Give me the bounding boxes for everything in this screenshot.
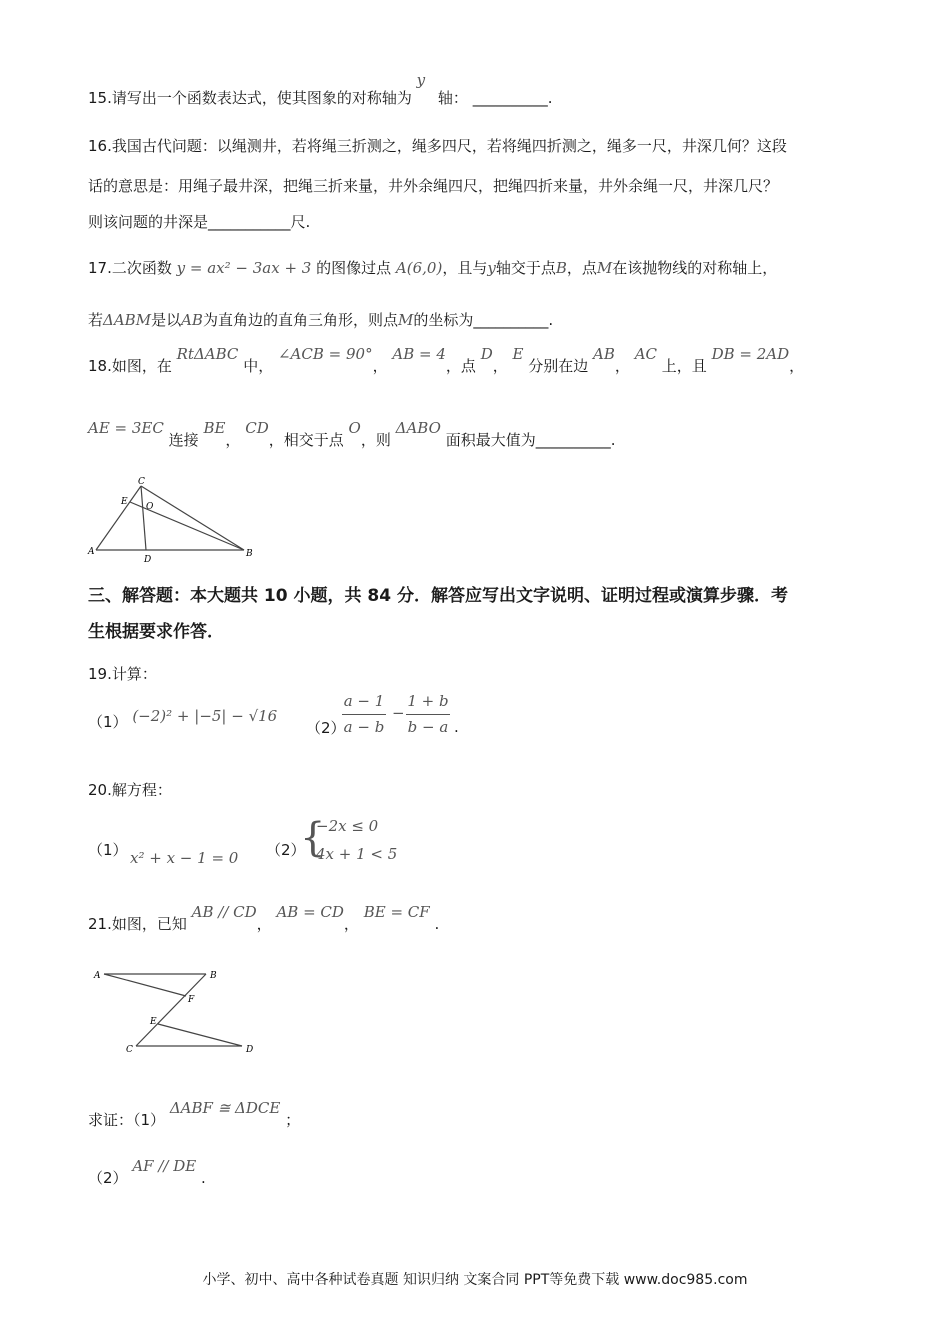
q18-text-i: ，	[789, 357, 805, 375]
q19-p2-label: （2）	[306, 719, 346, 737]
q19-dot: .	[454, 718, 459, 736]
q17-text-d: 轴交于点	[495, 259, 556, 277]
fig18-label-e: E	[121, 497, 128, 507]
q21-end: .	[434, 915, 440, 933]
q19-denominator2: b − a	[407, 718, 449, 736]
q15-var: y	[416, 71, 426, 89]
q20-p1-label: （1）	[88, 841, 128, 859]
q17-text-f: 在该抛物线的对称轴上，	[612, 259, 778, 277]
q18-abo: ΔABO	[395, 419, 441, 437]
fraction-bar	[342, 714, 386, 715]
q17-line1	[88, 258, 777, 278]
q18-line2	[88, 419, 616, 450]
fig18-line-cd	[141, 486, 146, 550]
q21-cond3: BE = CF	[363, 903, 430, 921]
fig18-line-ac	[96, 486, 141, 550]
proof-end: .	[200, 1169, 206, 1187]
fig21-label-a: A	[94, 971, 101, 981]
q21-text: 21.如图，已知	[88, 915, 187, 933]
q19-p1-label: （1）	[88, 713, 128, 731]
q17-text-b: 的图像过点	[316, 259, 392, 277]
q18-text-f: 分别在边	[528, 357, 589, 375]
fig18-line-cb	[141, 486, 244, 550]
fig21-line-de	[158, 1024, 242, 1046]
q17-AB: AB	[181, 311, 203, 329]
q18-CD: CD	[245, 419, 269, 437]
proof-claim2: AF // DE	[132, 1157, 197, 1175]
q15-tail: 轴：	[437, 89, 468, 107]
q18-text-j: 连接	[168, 431, 199, 449]
q16-line2: 话的意思是：用绳子最井深，把绳三折来量，井外余绳四尺，把绳四折来量，井外余绳一尺，井深几尺？	[88, 177, 779, 195]
fig21-label-b: B	[210, 971, 217, 981]
q21-cond2: AB = CD	[276, 903, 344, 921]
q18-BE: BE	[203, 419, 226, 437]
q19-minus: −	[392, 704, 405, 722]
q18-text-k: ，	[225, 431, 241, 449]
q16-line1: 16.我国古代问题：以绳测井，若将绳三折测之，绳多四尺，若将绳四折测之，绳多一尺，井深几何？这段	[88, 137, 787, 155]
q20-system-line1: −2x ≤ 0	[316, 817, 379, 835]
q17-triangle: ΔABM	[103, 311, 152, 329]
q17-B: B	[555, 259, 567, 277]
q18-rt: RtΔABC	[176, 345, 239, 363]
q18-AB: AB	[593, 345, 615, 363]
page-footer: 小学、初中、高中各种试卷真题 知识归纳 文案合同 PPT等免费下载 www.doc985.com	[202, 1272, 748, 1288]
fig21-label-d: D	[246, 1045, 254, 1055]
q17-text-h: 是以	[151, 311, 182, 329]
q17-line2	[88, 310, 553, 330]
q18-line1	[88, 345, 805, 376]
fig18-label-b: B	[246, 549, 253, 559]
q20-p2-label: （2）	[266, 841, 306, 859]
q18-text-d: ，点	[445, 357, 476, 375]
q21-cond1: AB // CD	[191, 903, 257, 921]
q18-text-h: 上，且	[661, 357, 707, 375]
fig21-label-c: C	[126, 1045, 133, 1055]
q18-text-n: 面积最大值为__________.	[445, 431, 616, 449]
proof-line1	[88, 1099, 301, 1130]
q21-sep2: ，	[343, 915, 359, 933]
q20-title: 20.解方程：	[88, 781, 172, 799]
brace-icon: {	[300, 815, 326, 861]
q18-text-e: ，	[492, 357, 508, 375]
q18-text-b: 中，	[243, 357, 274, 375]
fraction-bar	[406, 714, 450, 715]
q21-line	[88, 903, 440, 934]
z-figure	[90, 964, 270, 1056]
q18-angle: ∠ACB = 90°	[277, 345, 373, 363]
section3-heading-line2: 生根据要求作答．	[88, 622, 224, 642]
proof-claim1: ΔABF ≅ ΔDCE	[169, 1099, 281, 1117]
q17-y: y	[487, 259, 496, 277]
q21-sep1: ，	[256, 915, 272, 933]
proof-sep: ；	[285, 1111, 301, 1129]
fig18-label-o: O	[146, 502, 154, 512]
fig21-line-af	[104, 974, 186, 996]
fig18-label-c: C	[138, 477, 145, 487]
q18-text-l: ，相交于点	[268, 431, 344, 449]
q18-ae: AE = 3EC	[88, 419, 164, 437]
section3-heading-line1: 三、解答题：本大题共 10 小题，共 84 分．解答应写出文字说明、证明过程或演算步骤．考	[88, 586, 788, 606]
q20-system-line2: 4x + 1 < 5	[316, 845, 398, 863]
q19-denominator1: a − b	[343, 718, 385, 736]
q17-M2: M	[397, 311, 414, 329]
q18-text-c: ，	[372, 357, 388, 375]
fig21-label-f: F	[188, 995, 195, 1005]
q18-AC: AC	[634, 345, 658, 363]
q19-expression1: (−2)² + |−5| − √16	[132, 707, 278, 725]
q15-text: 15.请写出一个函数表达式，使其图象的对称轴为	[88, 89, 412, 107]
q17-point: A(6,0)	[395, 259, 443, 277]
q17-text-c: ，且与	[442, 259, 488, 277]
q17-function: y = ax² − 3ax + 3	[176, 259, 312, 277]
q19-numerator2: 1 + b	[407, 692, 449, 710]
fig18-label-d: D	[144, 555, 152, 565]
q17-text-a: 17.二次函数	[88, 259, 172, 277]
q19-title: 19.计算：	[88, 665, 157, 683]
q19-numerator1: a − 1	[343, 692, 385, 710]
fig21-label-e: E	[150, 1017, 157, 1027]
q17-M: M	[596, 259, 613, 277]
q18-ab: AB = 4	[392, 345, 446, 363]
q19-expression2	[340, 692, 490, 742]
triangle-figure	[86, 474, 266, 566]
q15-blank: __________	[472, 89, 548, 107]
q20-equation1: x² + x − 1 = 0	[130, 849, 239, 867]
q17-text-e: ，点	[566, 259, 597, 277]
q18-text-g: ，	[614, 357, 630, 375]
q18-text-a: 18.如图，在	[88, 357, 172, 375]
q16-line3: 则该问题的井深是___________尺.	[88, 213, 311, 231]
q18-E: E	[512, 345, 524, 363]
q17-text-j: 的坐标为__________.	[413, 311, 554, 329]
q19-part1	[88, 707, 278, 732]
q18-db: DB = 2AD	[711, 345, 790, 363]
q17-text-g: 若	[88, 311, 104, 329]
q15-end: .	[547, 89, 553, 107]
fig18-label-a: A	[88, 547, 95, 557]
q18-O: O	[348, 419, 361, 437]
q15-line	[88, 71, 553, 108]
proof-label: 求证：（1）	[88, 1111, 166, 1129]
q18-D: D	[480, 345, 493, 363]
q17-text-i: 为直角边的直角三角形，则点	[202, 311, 398, 329]
proof-p2-label: （2）	[88, 1169, 128, 1187]
q18-text-m: ，则	[360, 431, 391, 449]
proof-line2	[88, 1157, 206, 1188]
